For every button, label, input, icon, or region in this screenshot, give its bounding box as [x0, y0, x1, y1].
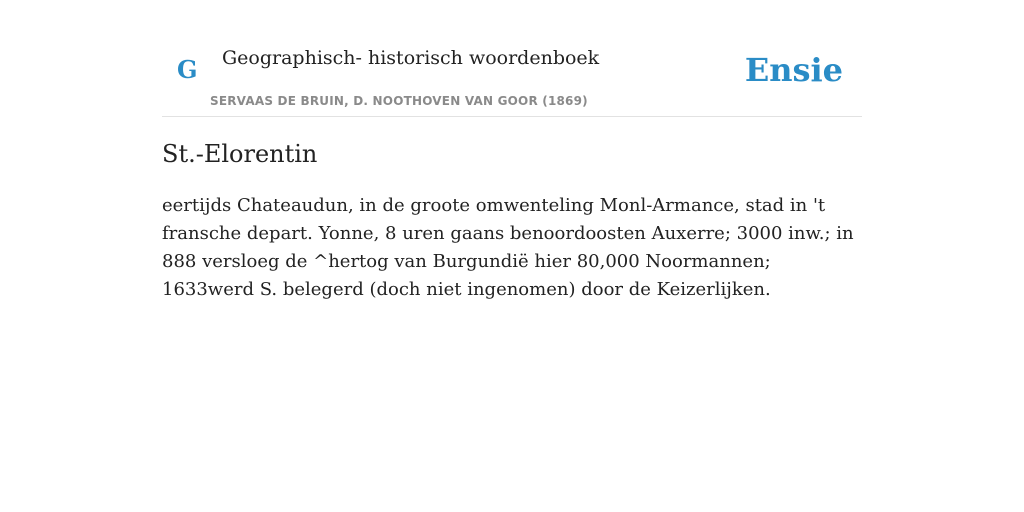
entry-body: eertijds Chateaudun, in de groote omwenteling Monl-Armance, stad in 't fransche depart. Yonne, 8 uren gaans benoordoosten Auxerre; 3000 inw.; in 888 versloeg de ^hertog van Burgundië hier 80,000 Noormannen; 1633werd S. belegerd (doch niet ingenomen) door de Keizerlijken. — [162, 195, 854, 300]
letter-index-link[interactable]: G — [177, 55, 198, 84]
entry-title: St.-Elorentin — [162, 140, 318, 168]
dictionary-header — [162, 0, 862, 117]
brand-logo[interactable]: Ensie — [744, 51, 843, 89]
book-title[interactable]: Geographisch- historisch woordenboek — [222, 47, 600, 69]
book-authors: SERVAAS DE BRUIN, D. NOOTHOVEN VAN GOOR (1869) — [210, 94, 588, 108]
